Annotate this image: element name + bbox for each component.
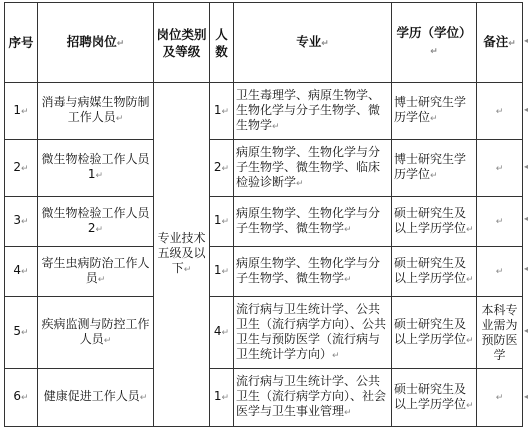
row-degree: 硕士研究生及以上学历学位↵: [392, 369, 477, 427]
row-major: 病原生物学、生物化学与分子生物学、微生物学↵: [234, 197, 392, 247]
row-position: 寄生虫病防治工作人员↵: [38, 247, 154, 297]
row-major: 卫生毒理学、病原生物学、生物化学与分子生物学、微生物学↵: [234, 83, 392, 140]
row-position: 微生物检验工作人员 1↵: [38, 140, 154, 197]
header-index: 序号: [5, 3, 38, 83]
row-major: 病原生物学、生物化学与分子生物学、微生物学↵: [234, 247, 392, 297]
header-degree: 学历（学位）↵: [392, 3, 477, 83]
header-category: 岗位类别及等级: [154, 3, 210, 83]
row-index: 3↵: [5, 197, 38, 247]
row-position: 微生物检验工作人员 2↵: [38, 197, 154, 247]
table-row: [5, 140, 523, 197]
header-major: 专业↵: [234, 3, 392, 83]
table-row: [5, 83, 523, 140]
recruitment-table: [4, 2, 523, 427]
table-row: [5, 369, 523, 427]
header-note: 备注↵: [477, 3, 523, 83]
row-note: ↵: [477, 140, 523, 197]
row-position: 消毒与病媒生物防制工作人员↵: [38, 83, 154, 140]
row-count: 1↵: [210, 197, 234, 247]
row-major: 流行病与卫生统计学、公共卫生（流行病学方向）、公共卫生与预防医学（流行病与卫生统计学方向）↵: [234, 297, 392, 369]
row-note: ↵: [477, 197, 523, 247]
row-end-mark: ◂: [523, 214, 528, 223]
row-end-mark: ◂: [523, 105, 528, 114]
row-count: 1↵: [210, 83, 234, 140]
row-end-mark: ◂: [523, 326, 528, 335]
row-note: ↵: [477, 369, 523, 427]
row-count: 1↵: [210, 247, 234, 297]
header-row: [5, 3, 523, 83]
row-end-mark: ◂: [523, 392, 528, 401]
table-row: [5, 197, 523, 247]
row-note: 本科专业需为预防医学: [477, 297, 523, 369]
row-degree: 博士研究生学历学位↵: [392, 83, 477, 140]
row-degree: 硕士研究生及以上学历学位↵: [392, 247, 477, 297]
row-index: 4↵: [5, 247, 38, 297]
row-end-mark: ◂: [523, 162, 528, 171]
row-index: 5↵: [5, 297, 38, 369]
header-count: 人数: [210, 3, 234, 83]
row-end-mark: ◂: [523, 264, 528, 273]
row-index: 2↵: [5, 140, 38, 197]
row-note: ↵: [477, 83, 523, 140]
row-count: 4↵: [210, 297, 234, 369]
row-index: 1↵: [5, 83, 38, 140]
row-note: ↵: [477, 247, 523, 297]
row-count: 1↵: [210, 369, 234, 427]
row-position: 健康促进工作人员↵: [38, 369, 154, 427]
row-index: 6↵: [5, 369, 38, 427]
header-position: 招聘岗位↵: [38, 3, 154, 83]
row-position: 疾病监测与防控工作人员↵: [38, 297, 154, 369]
row-degree: 硕士研究生及以上学历学位↵: [392, 297, 477, 369]
row-major: 流行病与卫生统计学、公共卫生（流行病学方向）、社会医学与卫生事业管理↵: [234, 369, 392, 427]
row-degree: 博士研究生学历学位↵: [392, 140, 477, 197]
row-end-mark: ◂: [523, 36, 528, 45]
table-row: [5, 297, 523, 369]
row-major: 病原生物学、生物化学与分子生物学、微生物学、临床检验诊断学↵: [234, 140, 392, 197]
table-row: [5, 247, 523, 297]
shared-category-cell: 专业技术五级及以下↵: [154, 83, 210, 427]
row-degree: 硕士研究生及以上学历学位↵: [392, 197, 477, 247]
row-count: 2↵: [210, 140, 234, 197]
